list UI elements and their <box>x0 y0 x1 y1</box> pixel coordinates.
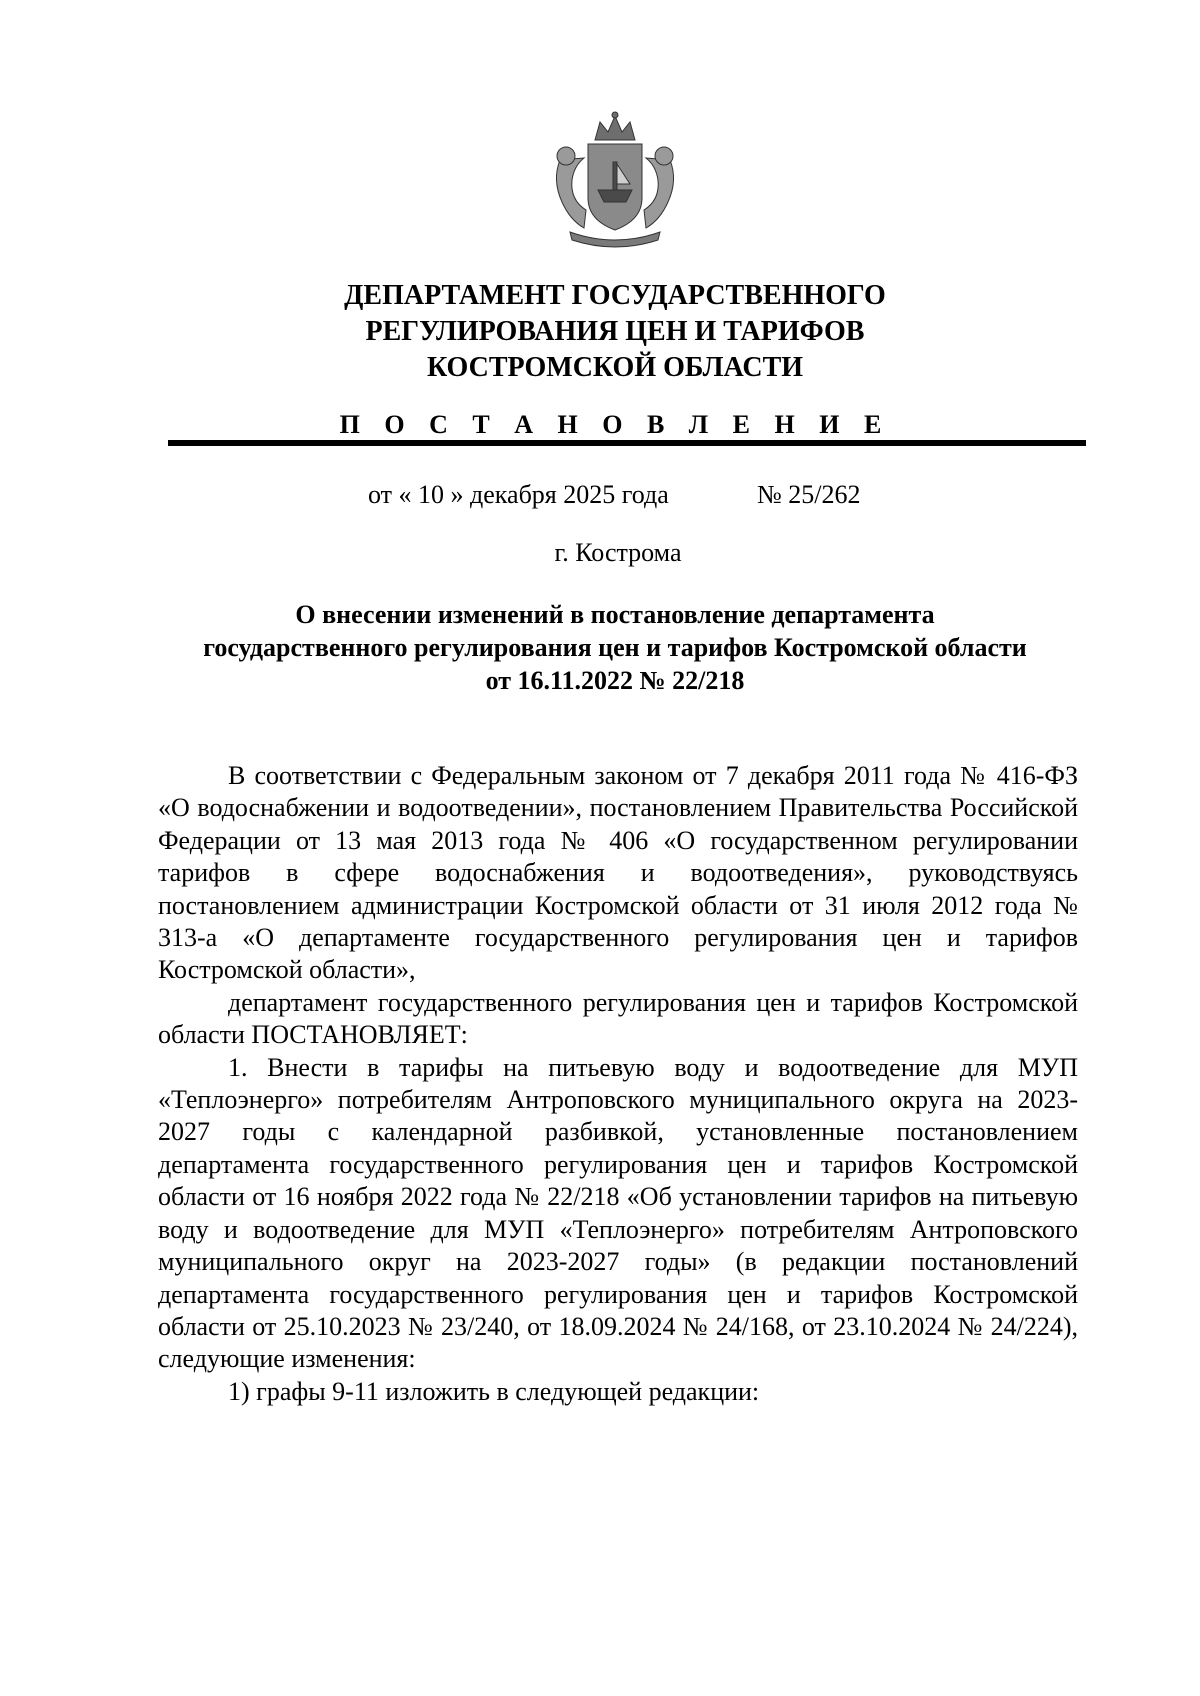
document-date: от « 10 » декабря 2025 года <box>368 480 669 509</box>
document-subject <box>0 598 1200 697</box>
paragraph-item-1: 1. Внести в тарифы на питьевую воду и водоотведение для МУП «Теплоэнерго» потребителям Антроповского муниципального округа на 2023-2027 годы с календарной разбивкой, установленные постановлением департамента государственного регулирования цен и тарифов Костромской области от 16 ноября 2022 года № 22/218 «Об установлении тарифов на питьевую воду и водоотведение для МУП «Теплоэнерго» потребителям Антроповского муниципального округ на 2023-2027 годы» (в редакции постановлений департамента государственного регулирования цен и тарифов Костромской области от 25.10.2023 № 23/240, от 18.09.2024 № 24/168, от 23.10.2024 № 24/224), следующие изменения: <box>158 1052 1078 1374</box>
coat-of-arms-icon <box>540 110 690 250</box>
document-number: № 25/262 <box>757 480 861 509</box>
department-title <box>0 278 1200 386</box>
paragraph-resolution: департамент государственного регулирования цен и тарифов Костромской области ПОСТАНОВЛЯЕТ: <box>158 987 1078 1050</box>
paragraph-legal-basis: В соответствии с Федеральным законом от 7 декабря 2011 года № 416-ФЗ «О водоснабжении и водоотведении», постановлением Правительства Российской Федерации от 13 мая 2013 года № 406 «О государственном регулировании тарифов в сфере водоснабжения и водоотведения», руководствуясь постановлением администрации Костромской области от 31 июля 2012 года № 313-а «О департаменте государственного регулирования цен и тарифов Костромской области», <box>158 761 1078 985</box>
document-body <box>158 760 1078 1408</box>
document-city: г. Кострома <box>554 538 682 567</box>
subject-line-1: О внесении изменений в постановление департамента <box>295 600 935 629</box>
document-type: П О С Т А Н О В Л Е Н И Е <box>339 410 891 439</box>
header-divider <box>168 440 1086 446</box>
department-title-line-1: ДЕПАРТАМЕНТ ГОСУДАРСТВЕННОГО <box>344 280 886 311</box>
department-title-line-3: КОСТРОМСКОЙ ОБЛАСТИ <box>426 352 804 383</box>
paragraph-subitem-1: 1) графы 9-11 изложить в следующей редакции: <box>228 1376 760 1406</box>
subject-line-3: от 16.11.2022 № 22/218 <box>485 666 745 695</box>
department-title-line-2: РЕГУЛИРОВАНИЯ ЦЕН И ТАРИФОВ <box>365 316 865 347</box>
subject-line-2: государственного регулирования цен и тарифов Костромской области <box>203 633 1027 662</box>
